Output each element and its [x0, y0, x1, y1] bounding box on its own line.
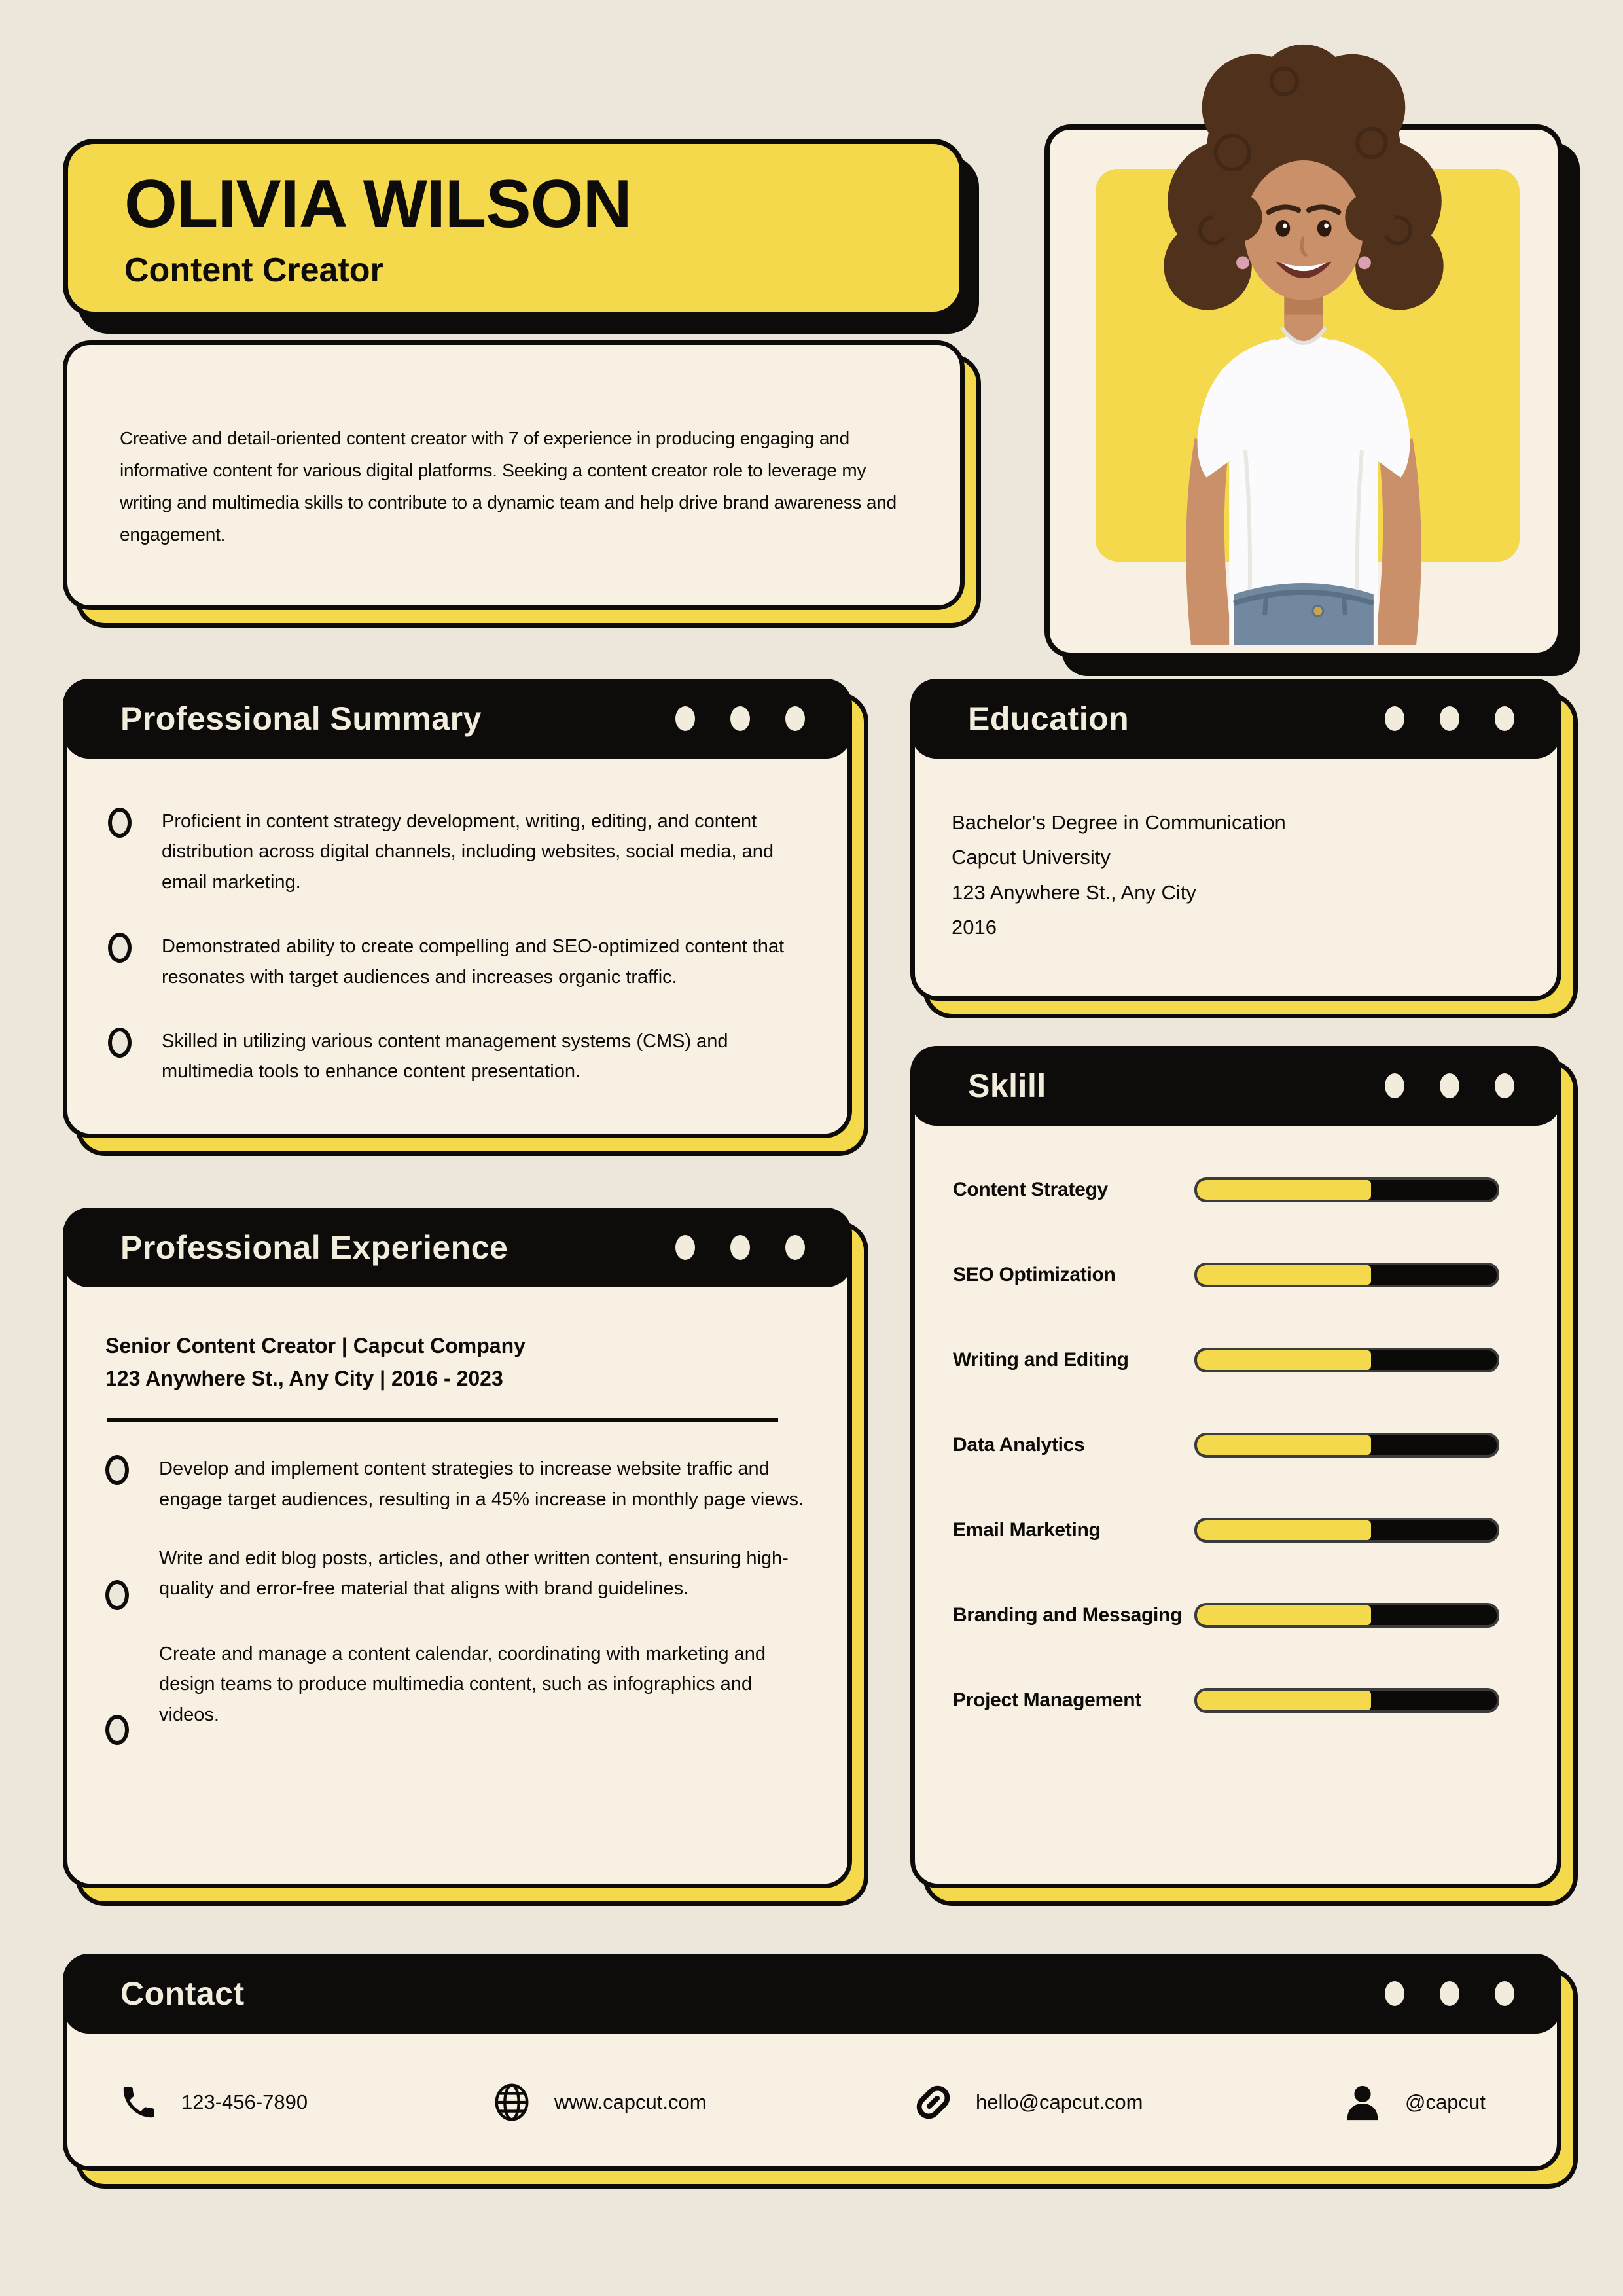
window-dots-icon — [675, 1235, 805, 1260]
contact-item-website — [491, 2082, 707, 2123]
list-item — [105, 1454, 816, 1515]
job-title: Content Creator — [124, 251, 383, 290]
professional-summary-card — [63, 679, 852, 1138]
window-dots-icon — [1385, 706, 1514, 731]
bullet-text: Write and edit blog posts, articles, and other written content, ensuring high-quality and error-free material that aligns with brand guidelines. — [159, 1547, 789, 1600]
bullet-text: Demonstrated ability to create compelling and SEO-optimized content that resonates with target audiences and increases organic traffic. — [162, 936, 785, 988]
education-card — [910, 679, 1561, 1001]
skill-bar — [1194, 1688, 1499, 1713]
section-title: Contact — [120, 1975, 245, 2012]
skill-bar — [1194, 1518, 1499, 1543]
skill-bar-fill — [1197, 1265, 1371, 1285]
bullet-text: Create and manage a content calendar, coordinating with marketing and design teams to produce multimedia content, such as infographics and videos. — [159, 1643, 766, 1725]
skills-header — [910, 1046, 1561, 1126]
professional-summary-header — [63, 679, 852, 759]
list-item — [105, 1639, 816, 1745]
list-item — [108, 931, 821, 992]
section-title: Education — [968, 700, 1130, 737]
skill-row — [953, 1176, 1499, 1204]
section-title: Sklill — [968, 1067, 1046, 1104]
website-url: www.capcut.com — [554, 2090, 707, 2113]
skills-card — [910, 1046, 1561, 1888]
skill-bar-fill — [1197, 1520, 1371, 1540]
email-address: hello@capcut.com — [976, 2090, 1143, 2113]
window-dots-icon — [1385, 1073, 1514, 1098]
skill-bar — [1194, 1348, 1499, 1372]
contact-row — [67, 2038, 1557, 2166]
list-item — [105, 1543, 816, 1610]
skill-bar — [1194, 1263, 1499, 1287]
graduation-year: 2016 — [952, 915, 997, 939]
globe-icon — [491, 2082, 532, 2123]
person-name: OLIVIA WILSON — [124, 166, 632, 242]
skill-label: Email Marketing — [953, 1519, 1101, 1541]
contact-item-email — [913, 2082, 1143, 2123]
bullet-text: Develop and implement content strategies to increase website traffic and engage target audiences, resulting in a 45% increase in monthly page views. — [159, 1458, 804, 1510]
skill-row — [953, 1431, 1499, 1459]
skill-row — [953, 1602, 1499, 1629]
section-title: Professional Summary — [120, 700, 482, 737]
about-card — [63, 340, 965, 610]
experience-card — [63, 1208, 852, 1888]
skill-row — [953, 1687, 1499, 1714]
experience-role: Senior Content Creator | Capcut Company — [105, 1334, 526, 1357]
skill-bar-fill — [1197, 1605, 1371, 1625]
phone-icon — [118, 2082, 159, 2123]
section-title: Professional Experience — [120, 1229, 508, 1266]
list-item — [108, 1026, 821, 1087]
bullet-circle-icon — [108, 933, 132, 963]
link-icon — [913, 2082, 954, 2123]
window-dots-icon — [675, 706, 805, 731]
contact-item-phone — [118, 2082, 308, 2123]
bullet-circle-icon — [105, 1455, 129, 1485]
education-details — [952, 805, 1524, 944]
bullet-text: Skilled in utilizing various content management systems (CMS) and multimedia tools to enhance content presentation. — [162, 1030, 728, 1083]
skill-label: Data Analytics — [953, 1434, 1085, 1456]
skill-bar — [1194, 1177, 1499, 1202]
skill-bar-fill — [1197, 1691, 1371, 1710]
social-handle: @capcut — [1405, 2090, 1486, 2113]
bullet-circle-icon — [105, 1715, 129, 1745]
contact-item-social — [1342, 2082, 1486, 2123]
divider — [107, 1418, 778, 1422]
experience-details — [105, 1330, 816, 1745]
list-item — [108, 806, 821, 897]
skill-row — [953, 1516, 1499, 1544]
experience-meta: 123 Anywhere St., Any City | 2016 - 2023 — [105, 1366, 503, 1390]
bullet-text: Proficient in content strategy development, writing, editing, and content distribution across digital channels, including websites, social media, and email marketing. — [162, 811, 774, 893]
skill-bar-fill — [1197, 1435, 1371, 1455]
skill-label: SEO Optimization — [953, 1264, 1116, 1285]
bullet-circle-icon — [108, 1028, 132, 1058]
skill-row — [953, 1261, 1499, 1289]
skill-label: Project Management — [953, 1689, 1142, 1711]
skill-label: Writing and Editing — [953, 1349, 1129, 1371]
contact-header — [63, 1954, 1561, 2034]
portrait-photo — [1122, 36, 1485, 645]
phone-number: 123-456-7890 — [181, 2090, 308, 2113]
photo-card — [1044, 124, 1563, 658]
bullet-circle-icon — [105, 1580, 129, 1610]
education-header — [910, 679, 1561, 759]
experience-header — [63, 1208, 852, 1287]
bullet-circle-icon — [108, 808, 132, 838]
experience-bullet-list — [105, 1454, 816, 1745]
skill-row — [953, 1346, 1499, 1374]
summary-bullet-list — [108, 806, 821, 1087]
user-icon — [1342, 2082, 1383, 2123]
skill-label: Content Strategy — [953, 1179, 1108, 1200]
school: Capcut University — [952, 846, 1111, 869]
name-banner — [63, 139, 965, 317]
skill-bar-fill — [1197, 1350, 1371, 1370]
skill-bar — [1194, 1433, 1499, 1458]
skill-bar-fill — [1197, 1180, 1371, 1200]
skill-list — [953, 1176, 1499, 1714]
degree: Bachelor's Degree in Communication — [952, 811, 1286, 834]
contact-card — [63, 1954, 1561, 2171]
skill-label: Branding and Messaging — [953, 1604, 1183, 1626]
school-address: 123 Anywhere St., Any City — [952, 880, 1196, 904]
about-text: Creative and detail-oriented content creator with 7 of experience in producing engaging and informative content for various digital platforms. Seeking a content creator role to leverage my writing and multimedia skills to contribute to a dynamic team and help drive brand awareness and engagement. — [120, 428, 897, 545]
window-dots-icon — [1385, 1981, 1514, 2006]
skill-bar — [1194, 1603, 1499, 1628]
